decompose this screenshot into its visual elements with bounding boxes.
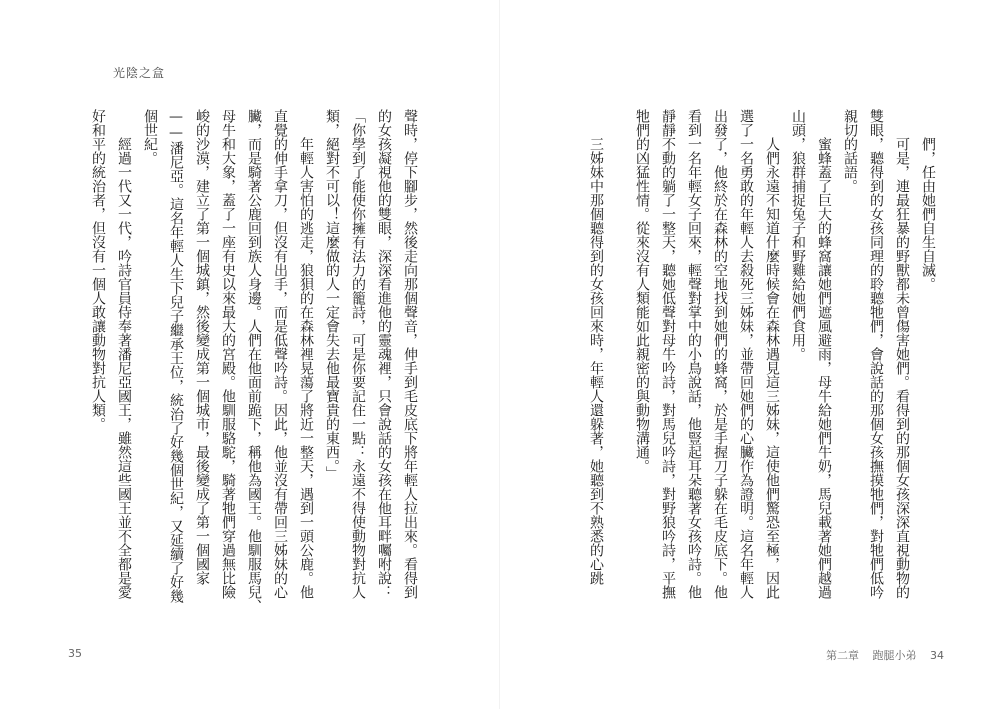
text-column: 靜靜不動的躺了一整天，聽她低聲對母牛吟詩，對馬兒吟詩，對野狼吟詩，平撫 [660,109,676,599]
page-number-left: 35 [68,647,82,660]
text-column: 可是，連最狂暴的野獸都未曾傷害她們。看得到的那個女孩深深直視動物的 [894,137,910,599]
text-column: 個世紀。 [142,109,158,165]
text-column: 經過一代又一代，吟詩官員侍奉著潘尼亞國王，雖然這些國王並不全都是愛 [116,137,132,599]
text-column: 直覺的伸手拿刀，但沒有出手，而是低聲吟詩。因此，他並沒有帶回三姊妹的心 [272,109,288,599]
text-column: 選了一名勇敢的年輕人去殺死三姊妹，並帶回她們的心臟作為證明。這名年輕人 [738,109,754,599]
chapter-footer [826,647,944,663]
text-column: 「你學到了能使你擁有法力的籠詩，可是你要記住一點：永遠不得使動物對抗人 [350,109,366,599]
text-column: ——潘尼亞。這名年輕人生下兒子繼承王位，統治了好幾個世紀，又延續了好幾 [168,109,184,603]
text-column: 聲時，停下腳步，然後走向那個聲音，伸手到毛皮底下將年輕人拉出來。看得到 [402,109,418,599]
text-column: 母牛和大象，蓋了一座有史以來最大的宮殿。他馴服駱駝，騎著牠們穿過無比險 [220,109,236,599]
text-column: 好和平的統治者，但沒有一個人敢讓動物對抗人類。 [90,109,106,431]
chapter-title: 跑腿小弟 [872,649,917,662]
text-column: 們，任由她們自生自滅。 [920,137,936,291]
running-head-title: 光陰之盒 [113,66,166,80]
text-column: 牠們的凶猛性情。從來沒有人類能如此親密的與動物溝通。 [634,109,650,473]
text-column: 親切的話語。 [842,109,858,193]
text-column: 蜜蜂蓋了巨大的蜂窩讓她們遮風避雨，母牛給她們牛奶，馬兒載著她們越過 [816,137,832,599]
text-column: 臟，而是騎著公鹿回到族人身邊。人們在他面前跪下，稱他為國王。他馴服馬兒、 [246,109,262,613]
text-column: 的女孩凝視他的雙眼，深深看進他的靈魂裡，只會說話的女孩在他耳畔囑咐說： [376,109,392,599]
page-number-right: 34 [930,649,944,662]
text-column: 三姊妹中那個聽得到的女孩回來時，年輕人還躲著，她聽到不熟悉的心跳 [588,137,604,585]
text-column: 年輕人害怕的逃走，狼狽的在森林裡晃蕩了將近一整天，遇到一頭公鹿。他 [298,137,314,599]
chapter-label: 第二章 [826,649,859,662]
right-page [500,0,1000,709]
text-column: 峻的沙漠，建立了第一個城鎮，然後變成第一個城市，最後變成了第一個國家 [194,109,210,585]
text-column: 類，絕對不可以！這麼做的人一定會失去他最寶貴的東西。」 [324,109,340,480]
text-column: 看到一名年輕女子回來，輕聲對掌中的小鳥說話，他豎起耳朵聽著女孩吟詩。他 [686,109,702,599]
text-column: 人們永遠不知道什麼時候會在森林遇見這三姊妹，這使他們驚恐至極，因此 [764,137,780,599]
text-column: 雙眼，聽得到的女孩同理的聆聽牠們，會說話的那個女孩撫摸牠們，對牠們低吟 [868,109,884,599]
text-column: 山頭，狼群捕捉兔子和野雞給她們食用。 [790,109,806,361]
text-column: 出發了，他終於在森林的空地找到她們的蜂窩，於是手握刀子躲在毛皮底下。他 [712,109,728,599]
